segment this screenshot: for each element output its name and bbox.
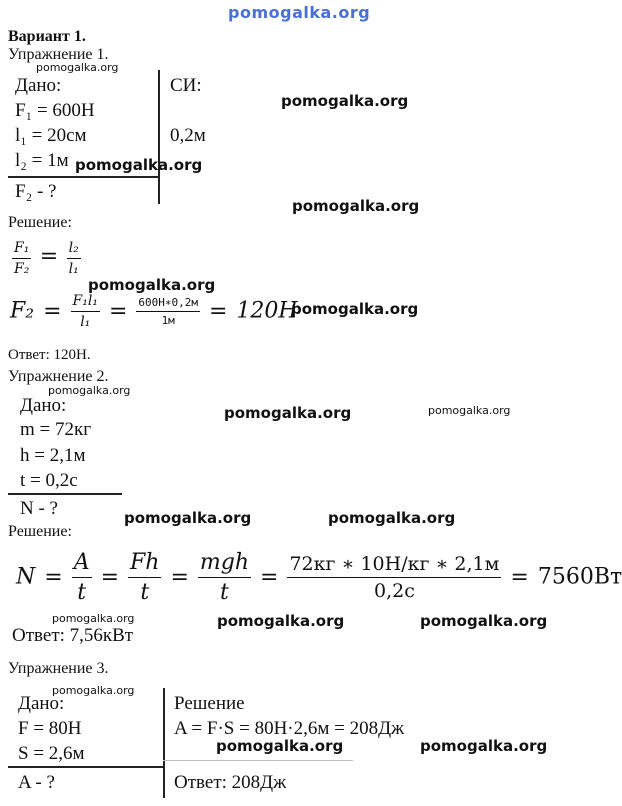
watermark-small: pomogalka.org — [428, 404, 511, 417]
ex2-eq-mgh: mgh — [198, 550, 251, 578]
ex1-given-label: Дано: — [15, 75, 62, 96]
watermark: pomogalka.org — [216, 737, 344, 755]
ex2-equation: N = $\frac{A}{t}$ = $\frac{Fh}{t}$ = $\frac{\text{mgh}}{t}$ = $\frac{72кг ∗ 10Н/кг ∗ 2,1м}{0,2с}$ = 7560Вт — [16, 550, 622, 605]
watermark-top[interactable]: pomogalka.org — [228, 3, 371, 22]
watermark: pomogalka.org — [291, 300, 419, 318]
watermark: pomogalka.org — [124, 509, 252, 527]
watermark: pomogalka.org — [281, 92, 409, 110]
ex1-l1-si: 0,2м — [170, 125, 206, 146]
ex1-f2-sym: F₂ — [14, 261, 30, 277]
ex1-f1: F₁ = 600Н — [15, 100, 95, 121]
ex1-l1: l₁ = 20см — [15, 125, 87, 146]
watermark: pomogalka.org — [224, 404, 352, 422]
ex1-l2-sym: l₂ — [67, 240, 81, 259]
ex3-heading: Упражнение 3. — [8, 660, 109, 677]
watermark-small: pomogalka.org — [52, 612, 135, 625]
ex2-eq-t1: t — [77, 580, 87, 605]
ex2-eq-fh: Fh — [128, 550, 161, 578]
ex1-given-divider — [8, 176, 158, 178]
ex1-eq-num: F₁l₁ — [71, 293, 100, 312]
ex1-eq-num-values: 600Н∗0,2м — [136, 296, 200, 312]
ex2-eq-lhs: N — [16, 564, 36, 590]
ex2-eq-a: A — [72, 550, 92, 578]
watermark: pomogalka.org — [217, 612, 345, 630]
ex1-eq-result: 120Н — [236, 298, 298, 324]
watermark-small: pomogalka.org — [48, 384, 131, 397]
ex2-solution-label: Решение: — [8, 523, 72, 540]
watermark-small: pomogalka.org — [36, 61, 119, 74]
ex1-f1-sym: F₁ — [12, 240, 31, 259]
ex2-given-label: Дано: — [20, 395, 67, 416]
ex2-eq-t2: t — [140, 580, 150, 605]
ex1-equation-result: F₂ = $\frac{\text{F₁l₁}}{\text{l₁}}$ = $\frac{600Н∗0,2м}{1м}$ = 120Н — [10, 293, 298, 330]
ex3-solution-divider — [163, 688, 165, 798]
watermark: pomogalka.org — [420, 737, 548, 755]
watermark: pomogalka.org — [420, 612, 548, 630]
ex2-eq-values-num: 72кг ∗ 10Н/кг ∗ 2,1м — [287, 553, 501, 578]
ex1-equation-ratio: $\frac{\text{F₁}}{\text{F₂}}$ = $\frac{\text{l₂}}{\text{l₁}}$ — [14, 240, 79, 277]
ex3-solution-divider-faint — [163, 760, 353, 761]
watermark: pomogalka.org — [328, 509, 456, 527]
ex1-solution-label: Решение: — [8, 214, 72, 231]
ex1-l2: l₂ = 1м — [15, 150, 69, 171]
ex2-eq-values-den: 0,2с — [374, 580, 415, 602]
watermark-small: pomogalka.org — [52, 684, 135, 697]
ex3-formula: A = F·S = 80Н·2,6м = 208Дж — [174, 718, 405, 739]
ex2-given-divider — [8, 493, 122, 495]
ex2-answer: Ответ: 7,56кВт — [12, 625, 134, 646]
ex3-f: F = 80Н — [18, 718, 82, 739]
ex3-answer: Ответ: 208Дж — [174, 772, 287, 793]
watermark: pomogalka.org — [88, 276, 216, 294]
ex2-heading: Упражнение 2. — [8, 368, 109, 385]
ex2-t: t = 0,2с — [20, 470, 78, 491]
ex1-si-label: СИ: — [170, 75, 202, 96]
ex1-find: F₂ - ? — [15, 181, 57, 202]
watermark: pomogalka.org — [292, 197, 420, 215]
ex3-find: A - ? — [18, 772, 55, 793]
ex2-h: h = 2,1м — [20, 445, 86, 466]
ex2-find: N - ? — [20, 498, 58, 519]
ex2-eq-result: 7560Вт — [537, 564, 622, 590]
ex1-l1-sym: l₁ — [68, 261, 79, 277]
ex3-solution-label: Решение — [174, 693, 245, 714]
ex3-s: S = 2,6м — [18, 743, 85, 764]
variant-title: Вариант 1. — [8, 28, 86, 45]
watermark: pomogalka.org — [75, 156, 203, 174]
ex3-given-label: Дано: — [18, 693, 65, 714]
ex1-si-divider — [158, 70, 160, 204]
ex1-heading: Упражнение 1. — [8, 46, 109, 63]
ex2-m: m = 72кг — [20, 419, 92, 440]
ex2-eq-t3: t — [220, 580, 229, 605]
ex1-eq-lhs: F₂ — [10, 298, 35, 324]
ex1-eq-den-values: 1м — [161, 314, 175, 327]
ex1-eq-den: l₁ — [80, 314, 91, 330]
ex1-answer: Ответ: 120Н. — [8, 347, 91, 363]
ex3-given-divider — [8, 766, 163, 768]
